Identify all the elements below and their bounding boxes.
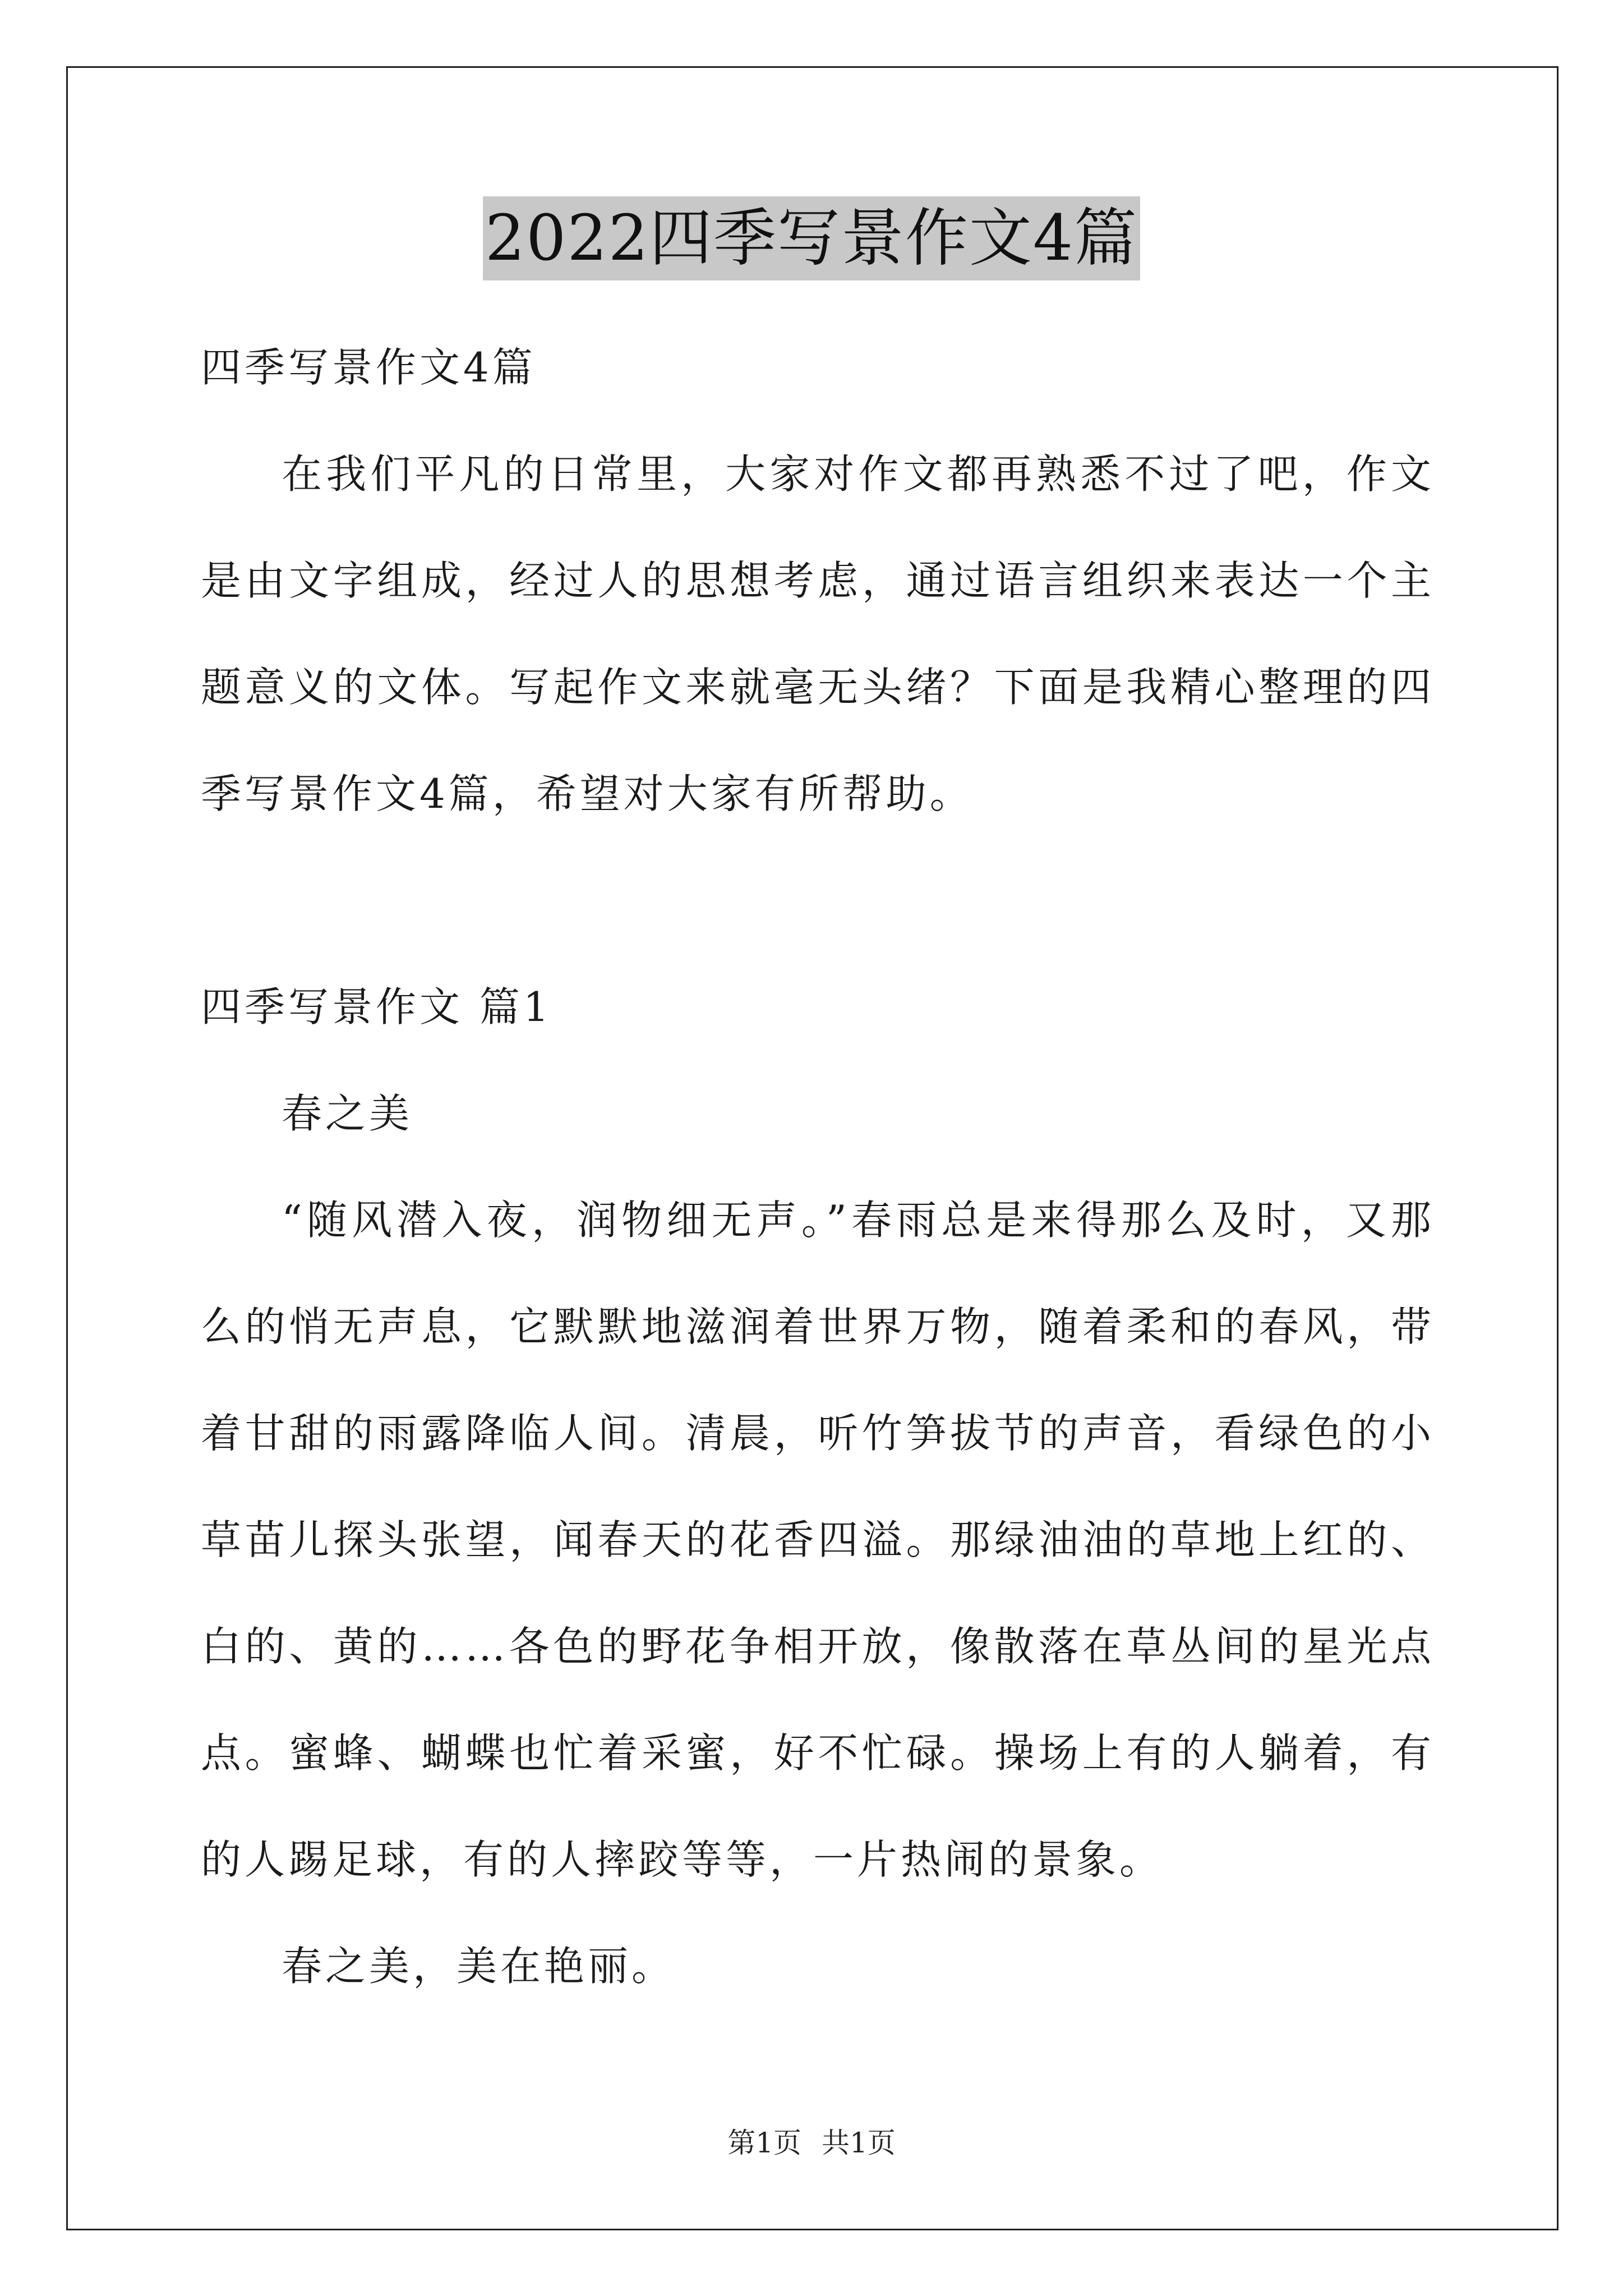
page-number-total: 共1页 (821, 2127, 896, 2159)
intro-paragraph: 在我们平凡的日常里，大家对作文都再熟悉不过了吧，作文是由文字组成，经过人的思想考虑，通过语言组织来表达一个主题意义的文体。写起作文来就毫无头绪？下面是我精心整理的四季写景作文4篇，希望对大家有所帮助。 (201, 450, 1435, 817)
title-container (0, 196, 1623, 280)
document-subtitle: 四季写景作文4篇 (201, 344, 536, 391)
document-body (201, 314, 1435, 2019)
essay-paragraph: “随风潜入夜，润物细无声。”春雨总是来得那么及时，又那么的悄无声息，它默默地滋润着世界万物，随着柔和的春风，带着甘甜的雨露降临人间。清晨，听竹笋拔节的声音，看绿色的小草苗儿探头张望，闻春天的花香四溢。那绿油油的草地上红的、白的、黄的……各色的野花争相开放，像散落在草丛间的星光点点。蜜蜂、蝴蝶也忙着采蜜，好不忙碌。操场上有的人躺着，有的人踢足球，有的人摔跤等等，一片热闹的景象。 (201, 1197, 1435, 1883)
page-footer (0, 2126, 1623, 2160)
essay-title: 春之美 (282, 1090, 413, 1137)
section-spacer (201, 847, 1435, 954)
essay-paragraph-closing: 春之美，美在艳丽。 (282, 1943, 676, 1990)
page-number-current: 第1页 (727, 2127, 802, 2159)
document-title: 2022四季写景作文4篇 (483, 196, 1140, 280)
section-heading: 四季写景作文 篇1 (201, 983, 552, 1030)
